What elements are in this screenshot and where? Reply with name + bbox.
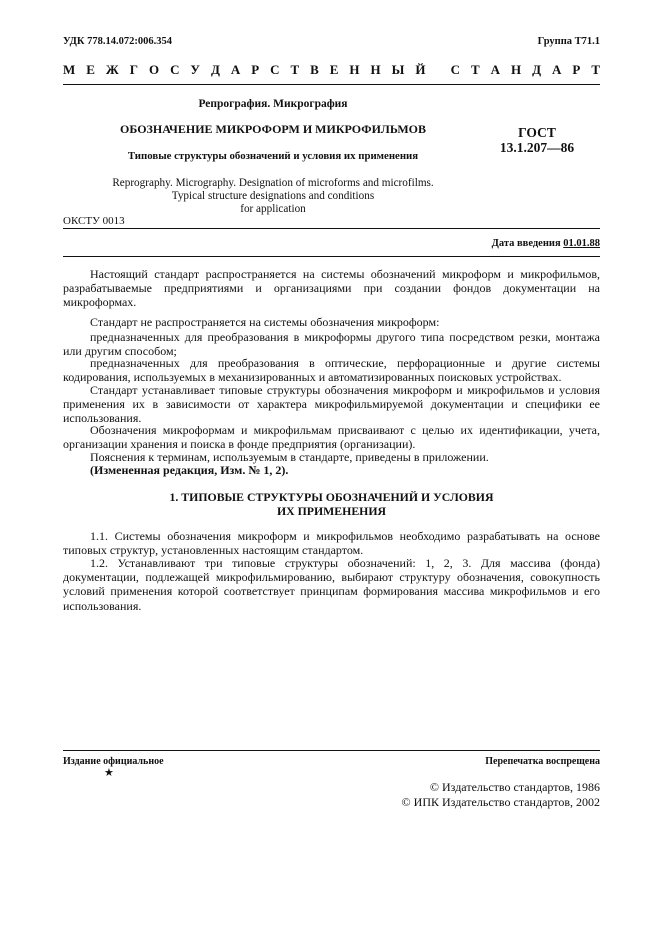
- footer-rule: [63, 750, 600, 751]
- gost-label: ГОСТ: [518, 125, 556, 140]
- terms-paragraph: Пояснения к терминам, используемым в стандарте, приведены в приложении.: [90, 450, 489, 464]
- banner-letter: Е: [86, 62, 95, 77]
- banner-letter: Ж: [105, 62, 119, 77]
- gost-number: 13.1.207—86: [499, 140, 575, 155]
- category-title: Репрография. Микрография: [198, 98, 348, 110]
- banner-letter: Н: [349, 62, 360, 77]
- oksty-code: ОКСТУ 0013: [63, 215, 125, 227]
- banner-letter: Е: [329, 62, 339, 77]
- banner-letter: Н: [370, 62, 381, 77]
- english-line: for application: [240, 203, 306, 215]
- banner-letter: Ы: [391, 62, 405, 77]
- purpose-paragraph: Обозначения микроформам и микрофильмам присваивают с целью их идентификации, учета, организации хранения и поиска в фонде предприятия (организации).: [63, 423, 600, 452]
- banner-letter: А: [552, 62, 562, 77]
- banner-letter: Р: [572, 62, 581, 77]
- reprint-prohibited: Перепечатка воспрещена: [485, 756, 600, 767]
- banner-letter: В: [310, 62, 319, 77]
- date-rule: [63, 256, 600, 257]
- banner-letter: М: [63, 62, 76, 77]
- banner-letter: Н: [511, 62, 522, 77]
- copyright-2002: © ИПК Издательство стандартов, 2002: [401, 795, 600, 809]
- banner-letter: Т: [591, 62, 600, 77]
- official-edition: Издание официальное: [63, 756, 164, 767]
- amendment-note: (Измененная редакция, Изм. № 1, 2).: [90, 463, 289, 477]
- scope-paragraph: Стандарт не распространяется на системы обозначения микроформ:: [90, 315, 440, 329]
- document-subtitle: Типовые структуры обозначений и условия их применения: [127, 150, 419, 162]
- banner-gap: [436, 62, 439, 78]
- banner-letter: Г: [129, 62, 138, 77]
- banner-letter: Й: [415, 62, 426, 77]
- exclusion-1-paragraph: предназначенных для преобразования в микроформы другого типа посредством резки, монтажа или другим способом;: [63, 330, 600, 359]
- banner-letter: С: [270, 62, 280, 77]
- udk-code: УДК 778.14.072:006.354: [63, 36, 172, 47]
- date-value: 01.01.88: [563, 238, 600, 249]
- exclusion-2-paragraph: предназначенных для преобразования в оптические, перфорационные и другие системы кодирования, используемых в механизированных и автоматизированных поисковых устройствах.: [63, 356, 600, 385]
- banner-letter: А: [490, 62, 501, 77]
- establishes-paragraph: Стандарт устанавливает типовые структуры обозначения микроформ и микрофильмов и условия применения их в зависимости от характера микрофильмируемой документации и специфики ее использования.: [63, 383, 600, 426]
- top-rule: [63, 84, 600, 85]
- section-heading-line: ИХ ПРИМЕНЕНИЯ: [276, 504, 387, 518]
- banner-letter: А: [230, 62, 241, 77]
- gost-designation: [487, 125, 587, 155]
- english-line: Typical structure designations and conditions: [171, 190, 375, 202]
- banner-letter: Д: [532, 62, 542, 77]
- banner-letter: С: [170, 62, 180, 77]
- clause-1-2: 1.2. Устанавливают три типовые структуры обозначений: 1, 2, 3. Для массива (фонда) документации, подлежащей микрофильмированию, выбирают структуру обозначения, совокупность условий применения которой соответствует принципам формирования массива микрофильмов и его использования.: [63, 556, 600, 613]
- document-title: ОБОЗНАЧЕНИЕ МИКРОФОРМ И МИКРОФИЛЬМОВ: [120, 122, 426, 136]
- banner-letter: Т: [471, 62, 480, 77]
- english-title: [63, 177, 483, 216]
- star-icon: ★: [104, 767, 114, 779]
- copyright-1986: © Издательство стандартов, 1986: [429, 780, 600, 794]
- group-code: Группа Т71.1: [537, 36, 600, 47]
- banner-letter: У: [190, 62, 200, 77]
- section-heading: [63, 490, 600, 518]
- standard-banner: [63, 62, 600, 78]
- banner-letter: Р: [251, 62, 260, 77]
- english-line: Reprography. Micrography. Designation of microforms and microfilms.: [112, 177, 434, 189]
- section-heading-line: 1. ТИПОВЫЕ СТРУКТУРЫ ОБОЗНАЧЕНИЙ И УСЛОВИЯ: [169, 490, 494, 504]
- clause-1-1: 1.1. Системы обозначения микроформ и микрофильмов необходимо разрабатывать на основе типовых структур, установленных настоящим стандартом.: [63, 529, 600, 558]
- title-rule: [63, 228, 600, 229]
- banner-letter: Д: [210, 62, 220, 77]
- date-label: Дата введения: [491, 238, 561, 249]
- banner-letter: О: [148, 62, 160, 77]
- intro-paragraph: Настоящий стандарт распространяется на системы обозначений микроформ и микрофильмов, разрабатываемые предприятиями и организациями при создании фондов документации на микроформах.: [63, 267, 600, 310]
- banner-letter: Т: [290, 62, 300, 77]
- effective-date: [492, 238, 600, 249]
- banner-letter: С: [450, 62, 461, 77]
